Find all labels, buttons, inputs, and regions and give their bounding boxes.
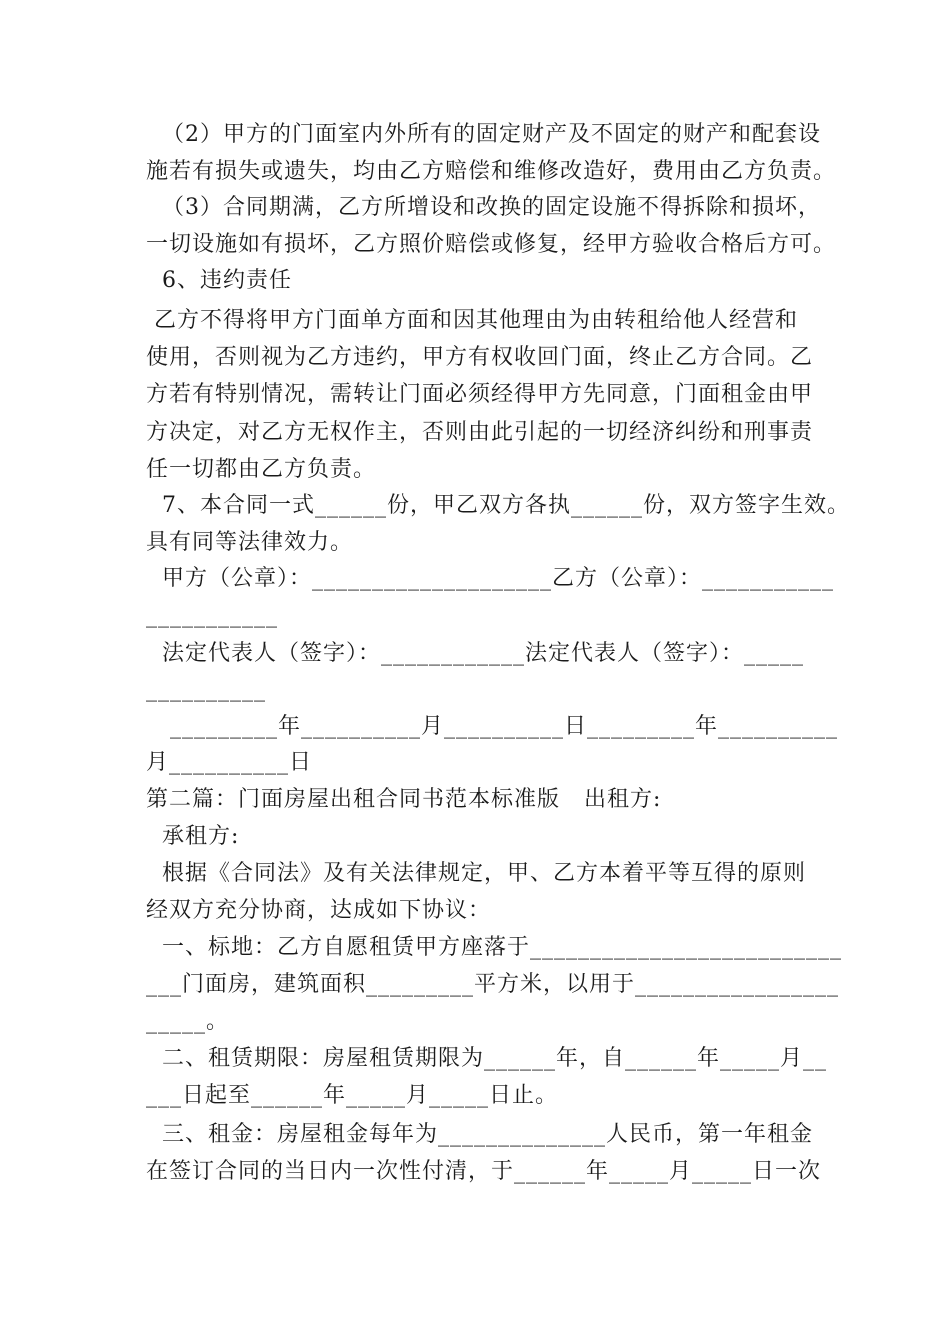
text-line: 承租方: [146,824,240,849]
date-line: _________年__________月__________日_________年__________ [146,714,838,739]
signature-line: 甲方（公章）：____________________乙方（公章）：___________ [146,566,834,591]
text-line: 方若有特别情况，需转让门面必须经得甲方先同意，门面租金由甲 [146,382,814,407]
signature-line: __________ [146,677,266,702]
text-line: 根据《合同法》及有关法律规定，甲、乙方本着平等互得的原则 [146,861,806,886]
text-line: 方决定，对乙方无权作主，否则由此引起的一切经济纠纷和刑事责 [146,420,814,445]
signature-line: ___________ [146,603,278,628]
text-line: 使用，否则视为乙方违约，甲方有权收回门面，终止乙方合同。乙 [146,345,814,370]
text-line: 二、租赁期限：房屋租赁期限为______年，自______年_____月__ [146,1046,827,1071]
text-line: 乙方不得将甲方门面单方面和因其他理由为由转租给他人经营和 [146,308,798,333]
section-title: 第二篇：门面房屋出租合同书范本标准版 出租方: [146,787,662,812]
section-heading: 6、违约责任 [146,268,292,293]
text-line: 施若有损失或遗失，均由乙方赔偿和维修改造好，费用由乙方负责。 [146,159,837,184]
text-line: 7、本合同一式______份，甲乙双方各执______份，双方签字生效。 [146,493,850,518]
date-line: 月__________日 [146,750,313,775]
text-line: _____。 [146,1009,230,1034]
signature-line: 法定代表人（签字）：____________法定代表人（签字）：_____ [146,641,804,666]
text-line: 一、标地：乙方自愿租赁甲方座落于__________________________ [146,935,842,960]
text-line: 任一切都由乙方负责。 [146,457,377,482]
text-line: 三、租金：房屋租金每年为______________人民币，第一年租金 [146,1122,813,1147]
text-line: 在签订合同的当日内一次性付清，于______年_____月_____日一次 [146,1159,822,1184]
text-line: 经双方充分协商，达成如下协议： [146,898,492,923]
text-line: 具有同等法律效力。 [146,530,354,555]
text-line: ___日起至______年_____月_____日止。 [146,1083,559,1108]
text-line: 一切设施如有损坏，乙方照价赔偿或修复，经甲方验收合格后方可。 [146,232,837,257]
text-line: ___门面房，建筑面积_________平方米，以用于_________________ [146,972,840,997]
text-line: （3）合同期满，乙方所增设和改换的固定设施不得拆除和损坏， [146,195,821,220]
text-line: （2）甲方的门面室内外所有的固定财产及不固定的财产和配套设 [146,122,821,147]
